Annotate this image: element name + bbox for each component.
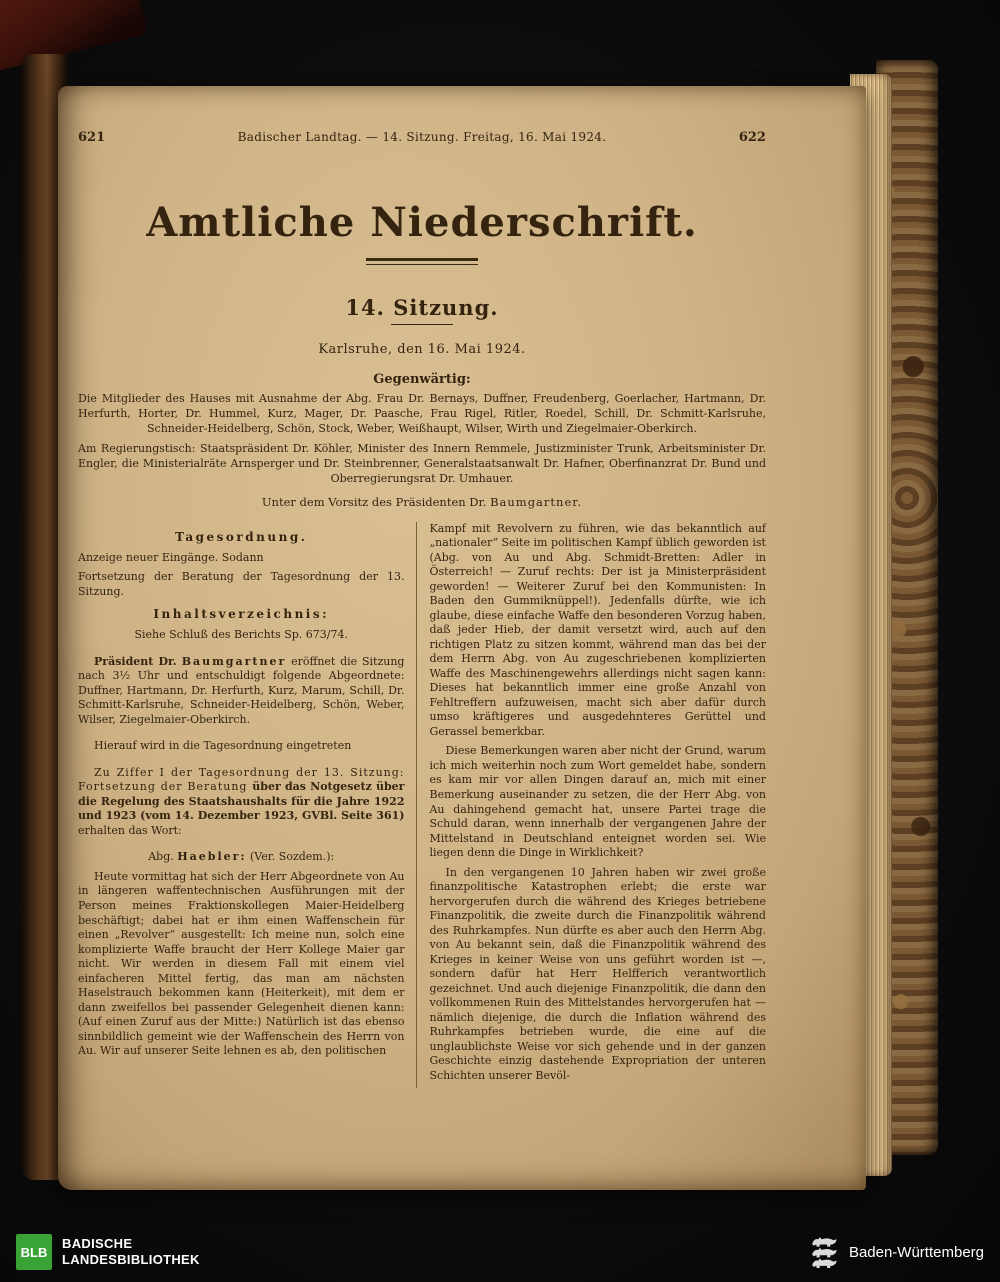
blb-logo: BLB bbox=[16, 1234, 52, 1270]
left-column bbox=[78, 522, 416, 1089]
speaker-name: Haebler: bbox=[177, 850, 247, 864]
chair-line-prefix: Unter dem Vorsitz des Präsidenten Dr. bbox=[261, 494, 491, 509]
dateline: Karlsruhe, den 16. Mai 1924. bbox=[318, 342, 526, 357]
session-heading: 14. Sitzung. bbox=[345, 295, 499, 320]
speech-continuation-paragraph: Kampf mit Revolvern zu führen, wie das bekanntlich auf „nationaler“ Seite im politischen Kampf üblich geworden ist (Abg. von Au und Abg. Schmidt-Bretten: Adler in Österreich! — Zuruf rechts: Der ist ja Ministerpräsident geworden! — Weiterer Zuruf bei den Kommunisten: In Baden den Gummiknüppel!). Jedenfalls dürfte, wie ich glaube, diese einfache Waffe den besonderen Vorzug haben, daß jeder Hieb, der damit versetzt wird, auch auf den richtigen Platz zu sitzen kommt, während man das bei der dem Herrn Abg. von Au zugeschriebenen komplizierten Waffe des Maschinengewehrs allerdings nicht sagen kann: Dieses hat bekanntlich immer eine große Anzahl von Fehltreffern aufzuweisen, macht sich aber dafür durch umso kräftigeres und ausgedehnteres Gerüttel und Gerassel bemerkbar. bbox=[429, 521, 766, 738]
page-number-right: 622 bbox=[738, 130, 766, 145]
library-branding bbox=[16, 1234, 200, 1270]
speaker-line: Abg. Haebler: (Ver. Sozdem.): bbox=[148, 850, 335, 864]
state-name: Baden-Württemberg bbox=[848, 1243, 984, 1261]
title-divider bbox=[366, 258, 478, 265]
state-branding bbox=[811, 1236, 984, 1268]
right-column bbox=[416, 522, 766, 1089]
session-divider bbox=[391, 324, 453, 325]
speech-paragraph: Heute vormittag hat sich der Herr Abgeordnete von Au in längeren waffentechnischen Ausführungen mit der Person meines Fraktionskollegen Maier-Heidelberg beschäftigt; dabei hat er ihm einen Waffenschein für einen „Revolver“ ausgestellt: Ich meine nun, solch eine komplizierte Waffe braucht der Herr Kollege Maier gar nicht. Wir werden in diesem Fall mit einem viel einfacheren Mittel fertig, das man am nächsten Haselstrauch bekommen kann (Heiterkeit), mit dem er dann zweifellos bei passender Gelegenheit dienen kann: (Auf einen Zuruf aus der Mitte:) Natürlich ist das ebenso sinnbildlich gemeint wie der Waffenschein des Herrn von Au. Wir auf unserer Seite lehnen es ab, den politischen bbox=[78, 869, 405, 1058]
book-page bbox=[58, 86, 866, 1190]
viewer-footer bbox=[0, 1226, 1000, 1278]
attendance-government-paragraph: Am Regierungstisch: Staatspräsident Dr. Köhler, Minister des Innern Remmele, Justizminister Trunk, Arbeitsminister Dr. Engler, die Ministerialräte Arnsperger und Dr. Steinbrenner, Generalstaatsanwalt Dr. Hafner, Oberfinanzrat Dr. Bund und Oberregierungsrat Dr. Umhauer. bbox=[78, 441, 766, 485]
speech-paragraph: In den vergangenen 10 Jahren haben wir zwei große finanzpolitische Katastrophen erlebt; die erste war hervorgerufen durch die während des Krieges betriebene Finanzpolitik, die zweite durch die Finanzpolitik während des Ruhrkampfes. Nun dürfte es aber auch den Herrn Abg. von Au bekannt sein, daß die Finanzpolitik während des Krieges in keiner Weise von uns geführt worden ist —, sondern dafür hat Herr Helfferich verantwortlich gezeichnet. Und auch diejenige Finanzpolitik, die dann den vollkommenen Ruin des Mittelstandes hervorgerufen hat — nämlich diejenige, die durch die Inflation während des Ruhrkampfes betrieben wurde, die eine auf die unglaublichste Weise vor sich gehende und in der ganzen Geschichte einzig dastehende Expropriation der unteren Schichten unserer Bevöl- bbox=[429, 865, 766, 1082]
agenda-item: Fortsetzung der Beratung der Tagesordnung der 13. Sitzung. bbox=[78, 570, 405, 598]
speech-paragraph: Diese Bemerkungen waren aber nicht der Grund, warum ich mich weiterhin noch zum Wort gemeldet habe, sondern es kam mir vor allen Dingen darauf an, mich mit einer Bemerkung auseinander zu setzen, die der Herr Abg. von Au dahingehend gemacht hat, unsere Partei trage die Schuld daran, wenn innerhalb der vergangenen Jahre der Mittelstand in Deutschland enteignet worden sei. Wie liegen denn die Dinge in Wirklichkeit? bbox=[429, 744, 766, 860]
library-name-line2: LANDESBIBLIOTHEK bbox=[62, 1252, 200, 1267]
chair-line bbox=[78, 495, 766, 509]
two-column-text bbox=[78, 522, 766, 1089]
library-name-line1: BADISCHE bbox=[62, 1235, 133, 1251]
agenda-item-paragraph: Zu Ziffer I der Tagesordnung der 13. Sitzung: Fortsetzung der Beratung über das Notgesetz über die Regelung des Staatshaushalts für die Jahre 1922 und 1923 (vom 14. Dezember 1923, GVBl. Seite 361) erhalten das Wort: bbox=[78, 765, 405, 837]
transition-line: Hierauf wird in die Tagesordnung eingetreten bbox=[94, 739, 352, 753]
page-number-left: 621 bbox=[78, 130, 106, 145]
baden-wuerttemberg-lions-icon bbox=[811, 1236, 839, 1268]
document-title: Amtliche Niederschrift. bbox=[146, 199, 698, 246]
contents-note: Siehe Schluß des Berichts Sp. 673/74. bbox=[134, 628, 348, 642]
agenda-heading: Tagesordnung. bbox=[175, 529, 308, 544]
library-name bbox=[62, 1236, 200, 1269]
attendance-heading: Gegenwärtig: bbox=[373, 372, 471, 387]
attendance-members-paragraph: Die Mitglieder des Hauses mit Ausnahme der Abg. Frau Dr. Bernays, Duffner, Freudenberg, Goerlacher, Hartmann, Dr. Herfurth, Horter, Dr. Hummel, Kurz, Mager, Dr. Paasche, Frau Rigel, Ritler, Roedel, Schill, Dr. Schmitt-Karlsruhe, Schneider-Heidelberg, Schön, Stock, Weber, Weißhaupt, Wilser, Wirth und Ziegelmaier-Oberkirch. bbox=[78, 392, 766, 435]
running-header-title: Badischer Landtag. — 14. Sitzung. Freitag, 16. Mai 1924. bbox=[237, 130, 607, 144]
contents-heading: Inhaltsverzeichnis: bbox=[153, 607, 330, 622]
session-opening-paragraph: Präsident Dr. Baumgartner eröffnet die Sitzung nach 3½ Uhr und entschuldigt folgende Abgeordnete: Duffner, Hartmann, Dr. Herfurth, Kurz, Marum, Schill, Dr. Schmitt-Karlsruhe, Schneider-Heidelberg, Schön, Weber, Wilser, Ziegelmaier-Oberkirch. bbox=[78, 654, 405, 726]
page-content bbox=[58, 86, 866, 1088]
chair-line-name: Baumgartner. bbox=[490, 494, 583, 509]
agenda-item: Anzeige neuer Eingänge. Sodann bbox=[78, 550, 264, 564]
running-header bbox=[78, 130, 766, 145]
